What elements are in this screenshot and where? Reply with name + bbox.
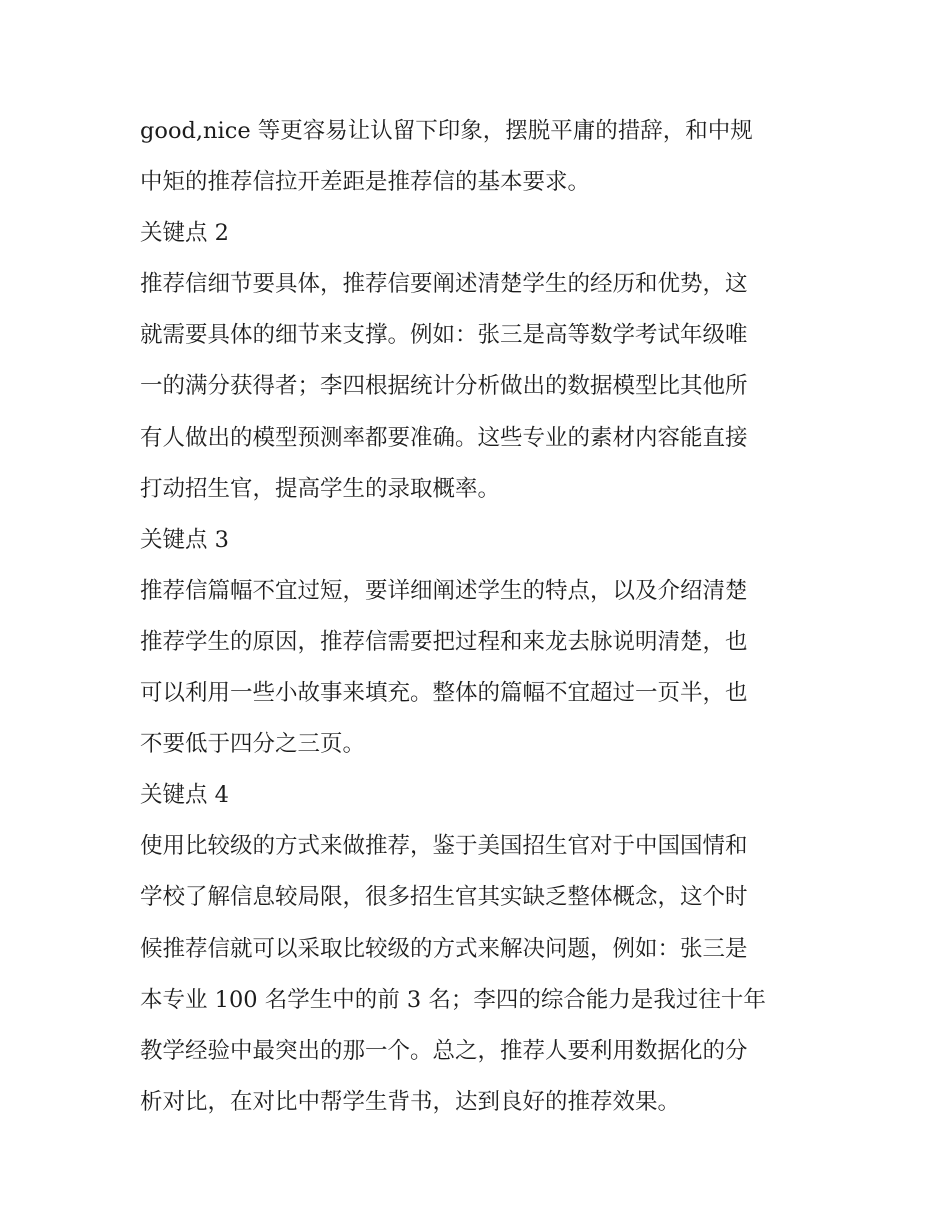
- section-heading: 关键点 3: [140, 526, 229, 553]
- text-line: 就需要具体的细节来支撑。例如：张三是高等数学考试年级唯: [140, 322, 748, 349]
- text-line: 使用比较级的方式来做推荐，鉴于美国招生官对于中国国情和: [140, 833, 748, 860]
- text-line: 学校了解信息较局限，很多招生官其实缺乏整体概念，这个时: [140, 884, 748, 911]
- section-heading: 关键点 4: [140, 782, 229, 809]
- text-line: 析对比，在对比中帮学生背书，达到良好的推荐效果。: [140, 1088, 681, 1115]
- text-line: 候推荐信就可以采取比较级的方式来解决问题，例如：张三是: [140, 935, 748, 962]
- text-line: good,nice 等更容易让认留下印象，摆脱平庸的措辞，和中规: [140, 118, 753, 144]
- text-line: 本专业 100 名学生中的前 3 名；李四的综合能力是我过往十年: [140, 986, 766, 1013]
- text-line: 推荐学生的原因，推荐信需要把过程和来龙去脉说明清楚，也: [140, 628, 748, 655]
- text-line: 不要低于四分之三页。: [140, 731, 366, 758]
- text-line: 教学经验中最突出的那一个。总之，推荐人要利用数据化的分: [140, 1037, 748, 1064]
- body-text: [140, 106, 820, 1128]
- text-line: 推荐信篇幅不宜过短，要详细阐述学生的特点，以及介绍清楚: [140, 577, 748, 604]
- text-line: 推荐信细节要具体，推荐信要阐述清楚学生的经历和优势，这: [140, 271, 748, 298]
- text-line: 有人做出的模型预测率都要准确。这些专业的素材内容能直接: [140, 424, 748, 451]
- text-line: 可以利用一些小故事来填充。整体的篇幅不宜超过一页半，也: [140, 680, 748, 707]
- text-line: 一的满分获得者；李四根据统计分析做出的数据模型比其他所: [140, 373, 748, 400]
- text-line: 打动招生官，提高学生的录取概率。: [140, 475, 501, 502]
- text-line: 中矩的推荐信拉开差距是推荐信的基本要求。: [140, 169, 591, 196]
- section-heading: 关键点 2: [140, 220, 229, 247]
